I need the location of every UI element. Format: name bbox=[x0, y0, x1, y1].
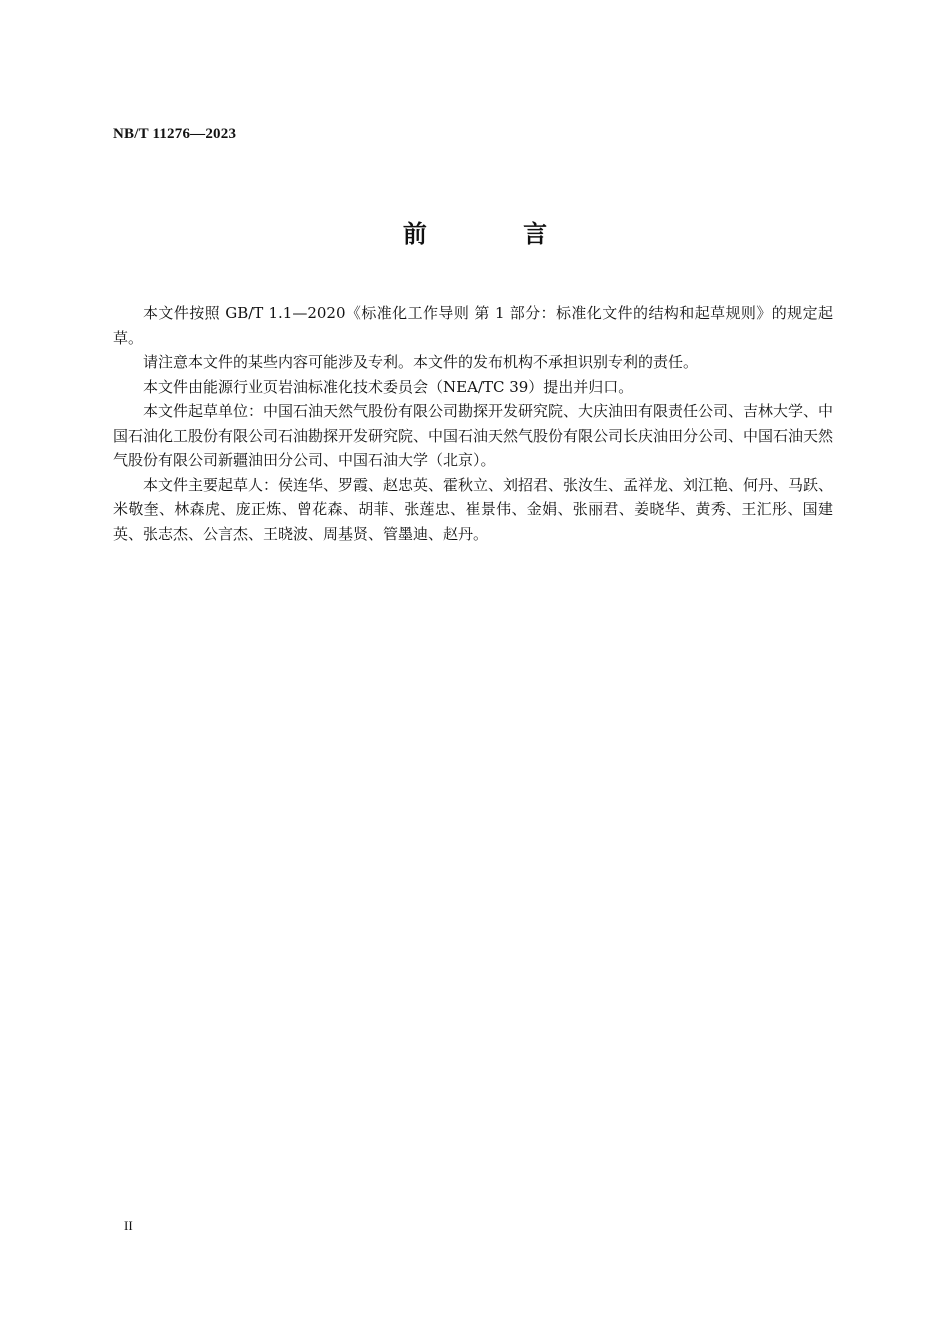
paragraph-drafting-units: 本文件起草单位：中国石油天然气股份有限公司勘探开发研究院、大庆油田有限责任公司、吉林大学、中国石油化工股份有限公司石油勘探开发研究院、中国石油天然气股份有限公司长庆油田分公司、中国石油天然气股份有限公司新疆油田分公司、中国石油大学（北京）。 bbox=[113, 402, 834, 469]
document-number: NB/T 11276—2023 bbox=[113, 126, 237, 142]
paragraph-proposer: 本文件由能源行业页岩油标准化技术委员会（NEA/TC 39）提出并归口。 bbox=[143, 377, 634, 396]
paragraph-patent-notice: 请注意本文件的某些内容可能涉及专利。本文件的发布机构不承担识别专利的责任。 bbox=[143, 353, 699, 371]
paragraph-drafters: 本文件主要起草人：侯连华、罗霞、赵忠英、霍秋立、刘招君、张汝生、孟祥龙、刘江艳、何丹、马跃、米敬奎、林森虎、庞正炼、曾花森、胡菲、张莲忠、崔景伟、金娟、张丽君、姜晓华、黄秀、王汇彤、国建英、张志杰、公言杰、王晓波、周基贤、管墨迪、赵丹。 bbox=[113, 475, 834, 543]
foreword-body bbox=[113, 301, 833, 546]
page-title: 前 言 bbox=[402, 220, 592, 248]
page-number: II bbox=[124, 1218, 133, 1233]
paragraph-drafting-rules: 本文件按照 GB/T 1.1—2020《标准化工作导则 第 1 部分：标准化文件的结构和起草规则》的规定起草。 bbox=[113, 304, 833, 347]
